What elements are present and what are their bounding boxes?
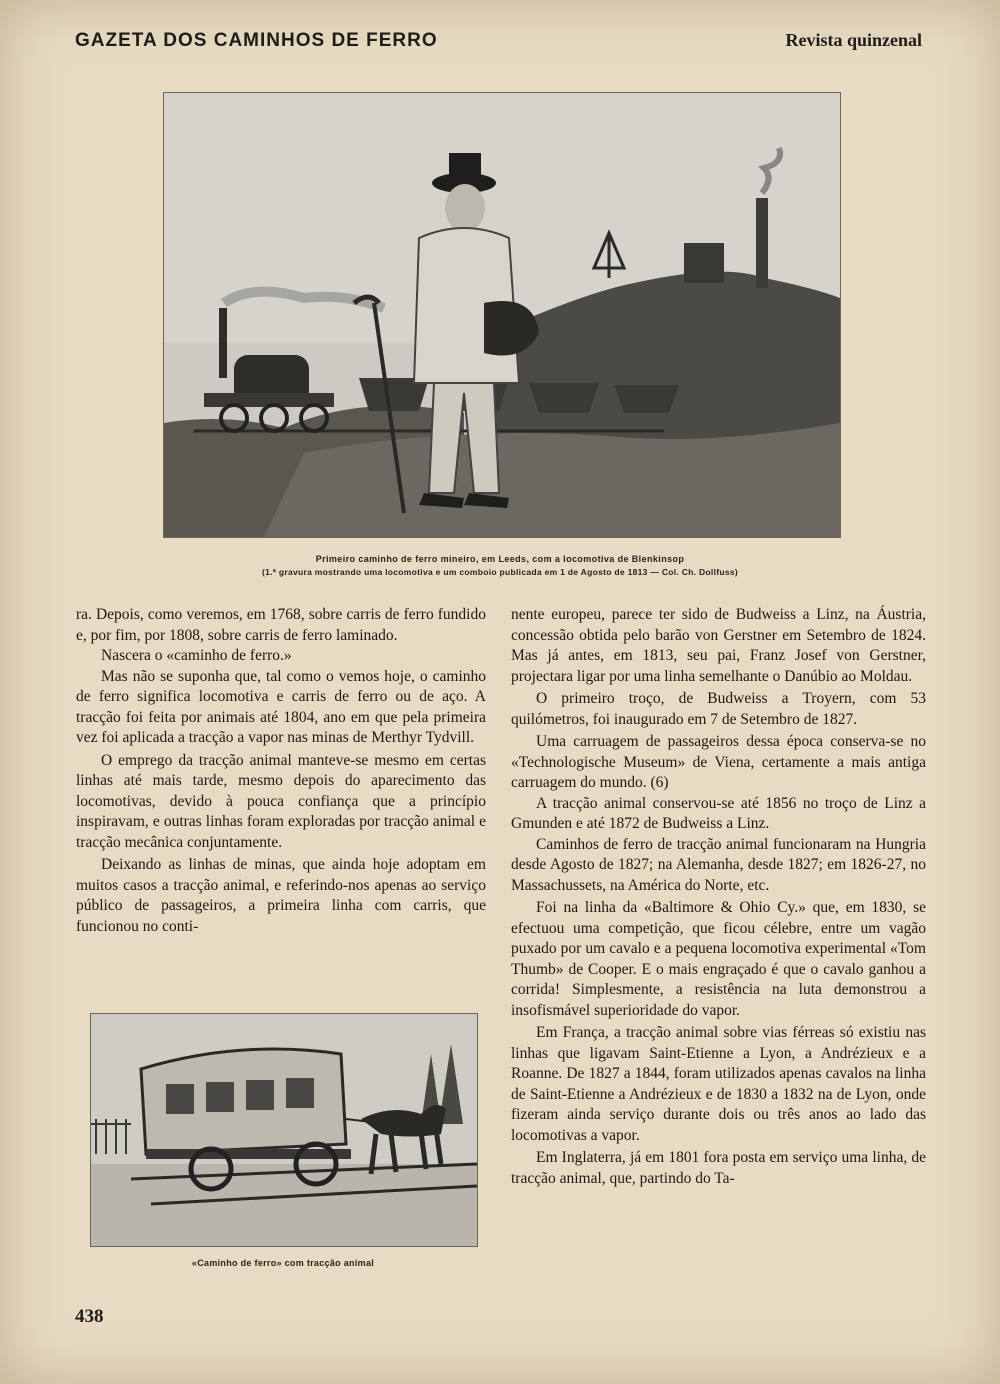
figure-top-caption-line2: (1.ª gravura mostrando uma locomotiva e um comboio publicada em 1 de Agosto de 1813 — Col. Ch. Dollfuss) — [261, 567, 739, 577]
paragraph: Em Inglaterra, já em 1801 fora posta em serviço uma linha, de tracção animal, que, partindo do Ta- — [511, 1149, 926, 1187]
figure-top-caption-line1: Primeiro caminho de ferro mineiro, em Leeds, com a locomotiva de Blenkinsop — [315, 554, 685, 564]
paragraph: nente europeu, parece ter sido de Budweiss a Linz, na Áustria, concessão obtida pelo barão von Gerstner em Setembro de 1824. Mas já antes, em 1813, seu pai, Franz Josef von Gerstner, projectara ligar por uma linha semelhante o Danúbio ao Moldau. — [511, 606, 926, 685]
engraving-illustration — [164, 93, 840, 537]
masthead: GAZETA DOS CAMINHOS DE FERRO — [75, 30, 438, 51]
paragraph: Caminhos de ferro de tracção animal funcionaram na Hungria desde Agosto de 1827; na Alemanha, desde 1827; em 1826-27, no Massachussets, na América do Norte, etc. — [511, 835, 926, 894]
paragraph: Mas não se suponha que, tal como o vemos hoje, o caminho de ferro significa locomotiva e carris de ferro ou de aço. A tracção foi feita por animais até 1804, ano em que pela primeira vez foi aplicada a tracção a vapor nas minas de Merthyr Tydvill. — [76, 667, 486, 746]
paragraph: O primeiro troço, de Budweiss a Troyern, com 53 quilómetros, foi inaugurado em 7 de Setembro de 1827. — [511, 690, 926, 728]
paragraph: Nascera o «caminho de ferro.» — [101, 647, 292, 664]
paragraph: O emprego da tracção animal manteve-se mesmo em certas linhas até mais tarde, mesmo depois do aparecimento das locomotivas, devido à pouca confiança que a princípio inspiravam, e outras linhas foram exploradas por tracção animal e tracção mecânica conjuntamente. — [76, 751, 486, 851]
engraving-leeds-railway — [163, 92, 841, 538]
tagline: Revista quinzenal — [785, 30, 922, 50]
horse-car-illustration — [91, 1014, 477, 1246]
engraving-horse-drawn-car — [90, 1013, 478, 1247]
paragraph: Uma carruagem de passageiros dessa época conserva-se no «Technologische Museum» de Viena, certamente a mais antiga carruagem do mundo. (6) — [511, 733, 926, 791]
paragraph: Deixando as linhas de minas, que ainda hoje adoptam em muitos casos a tracção animal, e referindo-nos apenas ao serviço público de passageiros, a primeira linha com carris, que funcionou no conti- — [76, 856, 486, 935]
left-column — [76, 605, 486, 937]
page-header — [75, 30, 922, 60]
right-column — [511, 605, 926, 1189]
paragraph: Em França, a tracção animal sobre vias férreas só existiu nas linhas que ligavam Saint-Etienne a Lyon, a Andrézieux e a Roanne. De 1827 a 1844, foram utilizados apenas cavalos na linha de Saint-Etienne a Andrézieux e de 1830 a 1832 na de Lyon, onde fizeram ainda serviço durante dois ou três anos ao lado das locomotivas a vapor. — [511, 1024, 926, 1144]
figure-bottom-caption: «Caminho de ferro» com tracção animal — [191, 1258, 375, 1268]
paragraph: Foi na linha da «Baltimore & Ohio Cy.» que, em 1830, se efectuou uma competição, que ficou célebre, entre um vagão puxado por um cavalo e a pequena locomotiva experimental «Tom Thumb» de Cooper. E o mais engraçado é que o cavalo ganhou a corrida! Simplesmente, a resistência na luta demonstrou a insofismável superioridade do vapor. — [511, 899, 926, 1019]
paragraph: A tracção animal conservou-se até 1856 no troço de Linz a Gmunden e até 1872 de Budweiss a Linz. — [511, 794, 926, 832]
page-number: 438 — [75, 1306, 104, 1327]
paragraph: ra. Depois, como veremos, em 1768, sobre carris de ferro fundido e, por fim, por 1808, sobre carris de ferro laminado. — [76, 606, 486, 644]
